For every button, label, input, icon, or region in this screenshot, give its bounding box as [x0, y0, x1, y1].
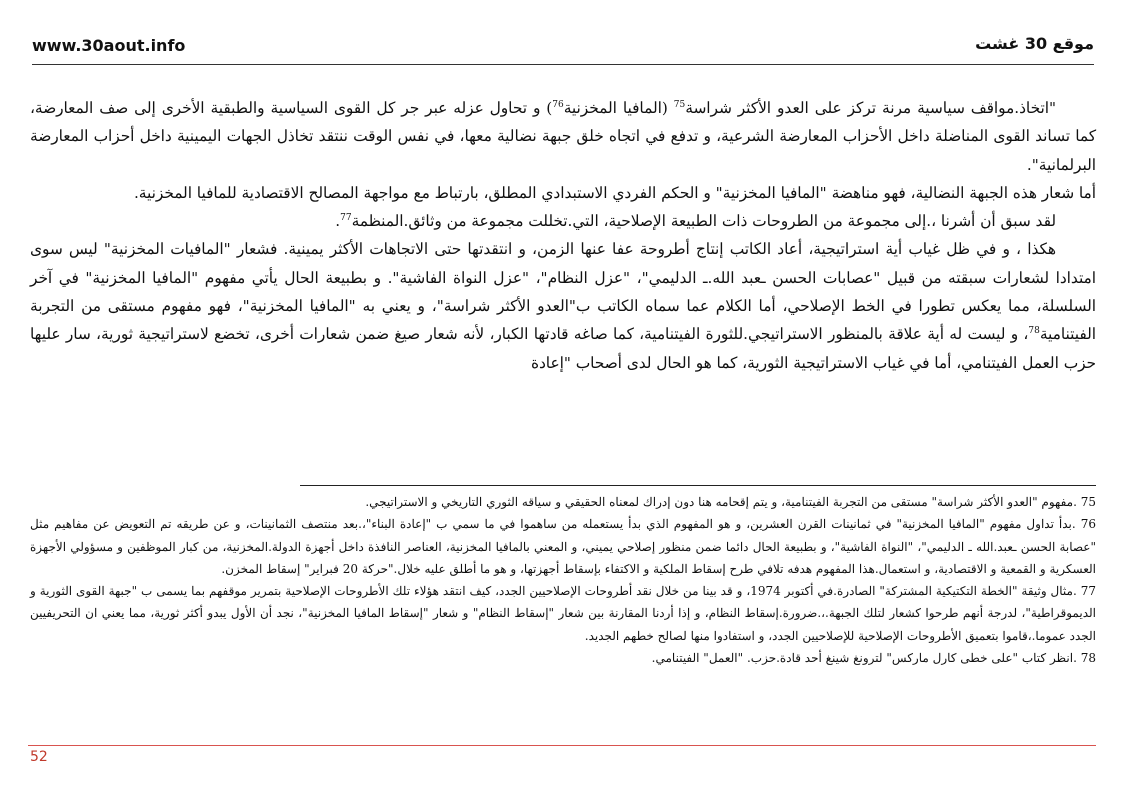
header-divider	[32, 64, 1094, 65]
footnote-77: 77 .مثال وثيقة "الخطة التكتيكية المشتركة" الصادرة.في أكتوبر 1974، و قد بينا من خلال نقد أطروحات الإصلاحيين الجدد، كيف انتقد هؤلاء تلك الأطروحات الإصلاحية بتمرير موقفهم بما يسمى ب "جبهة القوى الثورية و الديموقراطية"، لدرجة أنهم طرحوا كشعار لتلك الجبهة.،.ضرورة.إسقاط النظام، و إذا أردنا المقارنة بين شعار "إسقاط النظام" و شعار "إسقاط المافيا المخزنية"، نجد أن الأول يبدو أكثر ثورية، مما يعني ان التحريفيين الجدد عموما.،قاموا بتعميق الأطروحات الإصلاحية للإصلاحيين الجدد، و استفادوا منها لصالح خطهم الجديد.	[30, 584, 1096, 643]
paragraph-3-text: لقد سبق أن أشرنا ،.إلى مجموعة من الطروحات ذات الطبيعة الإصلاحية، التي.تخللت مجموعة من وثائق.المنظمة	[351, 212, 1056, 231]
footnote-divider	[300, 485, 1096, 486]
footnote-75: 75 .مفهوم "العدو الأكثر شراسة" مستقى من التجربة الفيتنامية، و يتم إقحامه هنا دون إدراك لمعناه الحقيقي و سياقه الثوري التاريخي و الاستراتيجي.	[365, 495, 1096, 509]
footnote-ref-77[interactable]: 77	[340, 213, 352, 224]
paragraph-3	[30, 207, 1096, 235]
paragraph-2: أما شعار هذه الجبهة النضالية، فهو مناهضة "المافيا المخزنية" و الحكم الفردي الاستبدادي المطلق، بارتباط مع مواجهة المصالح الاقتصادية للمافيا المخزنية.	[133, 183, 1096, 202]
page-number: 52	[30, 749, 48, 765]
page-header	[32, 32, 1094, 60]
site-name: موقع 30 غشت	[975, 34, 1094, 53]
paragraph-1-text-c: ) و تحاول عزله عبر جر كل القوى السياسية والطبقية الأخرى إلى صف المعارضة، كما تساند القوى المناضلة داخل الأحزاب المعارضة الشرعية، و تدفع في اتجاه خلق جبهة نضالية معها، في نفس الوقت ننتقد تخاذل الجهات اليمينية داخل أحزاب المعارضة البرلمانية".	[30, 99, 1096, 174]
body-text	[30, 94, 1096, 377]
site-url[interactable]: www.30aout.info	[32, 36, 186, 55]
paragraph-1-text: "اتخاذ.مواقف سياسية مرنة تركز على العدو الأكثر شراسة	[685, 99, 1057, 117]
footnote-78: 78 .انظر كتاب "على خطى كارل ماركس" لترونغ شينغ أحد قادة.حزب. "العمل" الفيتنامي.	[651, 651, 1096, 666]
paragraph-1	[30, 94, 1096, 179]
page-footer-divider	[28, 745, 1096, 746]
footnote-76: 76 .بدأ تداول مفهوم "المافيا المخزنية" في ثمانينات القرن العشرين، و هو المفهوم الذي بدأ يستعمله من ساهموا في ما سمي ب "إعادة البناء"،.بعد منتصف الثمانينات، و عن طريقه تم التعويض عن مفاهيم مثل "عصابة الحسن ـعبد.الله ـ الدليمي"، "النواة الفاشية"، و بطبيعة الحال دائما ضمن منظور إصلاحي يميني، و المعني بالمافيا المخزنية، العناصر النافذة داخل أجهزة الدولة.المخزنية، من كبار الموظفين و مسؤولي الأجهزة العسكرية و القمعية و الاقتصادية، و استعمال.هذا المفهوم هدفه تلافي طرح إسقاط الملكية و الاكتفاء بإسقاط أجهزتها، و هو ما أطلق عليه خلال."حركة 20 فبراير" إسقاط المخزن.	[30, 517, 1096, 576]
paragraph-4-text-b: ، و ليست له أية علاقة بالمنظور الاستراتيجي.للثورة الفيتنامية، كما صاغه قادتها الكبار، لأنه شعار صيغ ضمن شعارات أخرى، تخضع لاستراتيجية ثورية، سار عليها حزب العمل الفيتنامي، أما في غياب الاستراتيجية الثورية، كما هو الحال لدى أصحاب "إعادة	[30, 325, 1096, 372]
footnote-ref-78[interactable]: 78	[1028, 326, 1040, 337]
footnotes	[30, 491, 1096, 669]
paragraph-4-text: هكذا ، و في ظل غياب أية استراتيجية، أعاد الكاتب إنتاج أطروحة عفا عنها الزمن، و انتقدتها حتى الاتجاهات الأكثر يمينية. فشعار "المافيات المخزنية" ليس سوى امتدادا لشعارات سبقته من قبيل "عصابات الحسن ـعبد الله.ـ الدليمي"، "عزل النظام"، "عزل النواة الفاشية". و بطبيعة الحال يأتي مفهوم "المافيا المخزنية" في آخر السلسلة، مما يعكس تطورا في الخط الإصلاحي، أما الكلام عما سماه الكاتب ب"العدو الأكثر شراسة"، و يعني به "المافيا المخزنية"، فهو مفهوم مستقى من التجربة الفيتنامية	[30, 240, 1096, 344]
paragraph-1-text-b: (المافيا المخزنية	[563, 99, 674, 117]
paragraph-3-end: .	[335, 212, 341, 231]
paragraph-4	[30, 235, 1096, 376]
footnote-ref-75[interactable]: 75	[673, 99, 686, 110]
footnote-ref-76[interactable]: 76	[552, 99, 564, 110]
